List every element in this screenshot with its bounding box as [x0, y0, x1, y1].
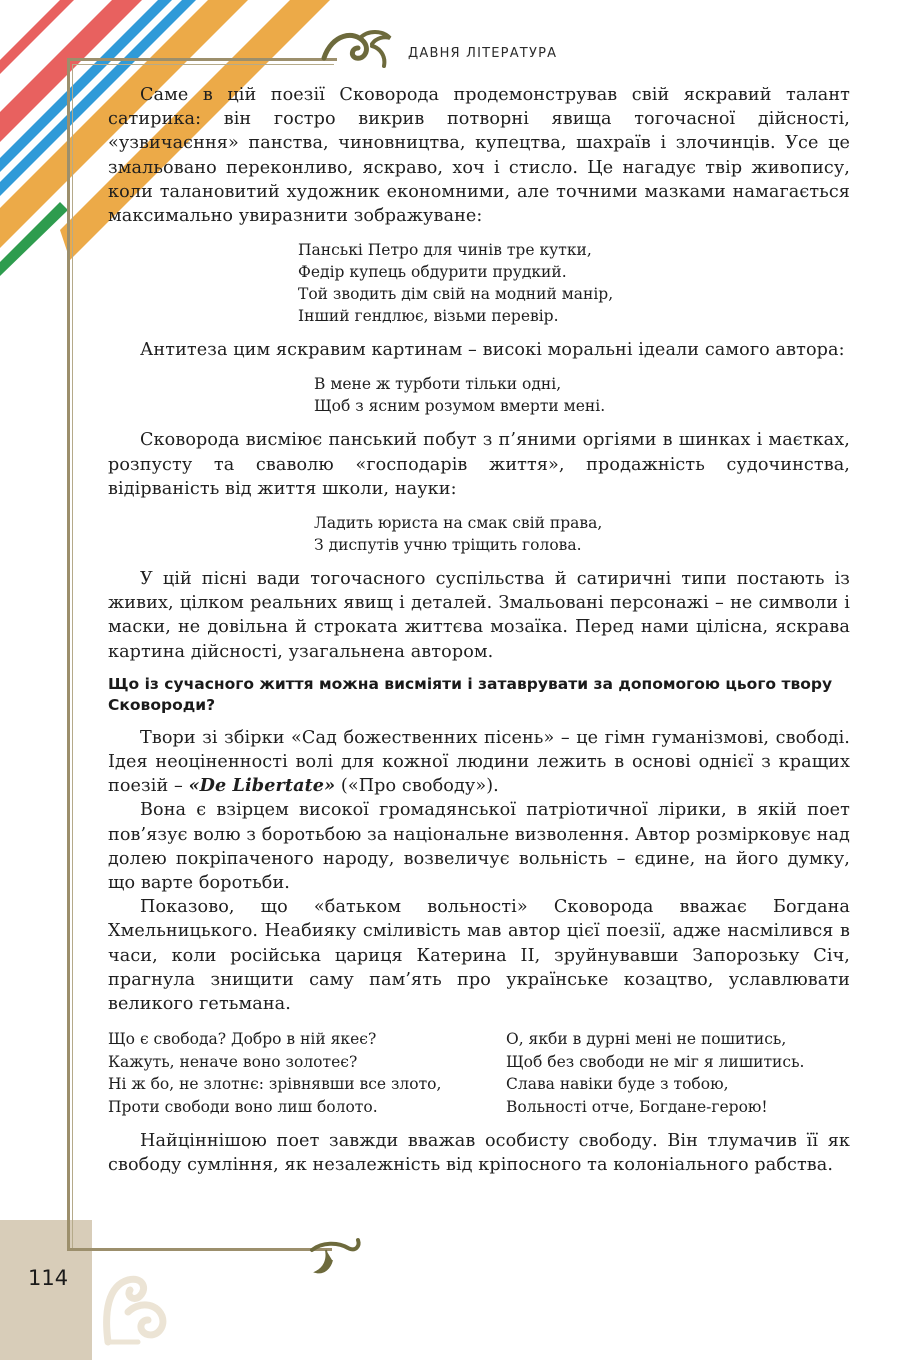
poem-line: Ні ж бо, не злотнє: зрівнявши все злото,: [108, 1075, 442, 1094]
page-number: 114: [28, 1266, 69, 1290]
poem-column-right: [506, 1028, 804, 1118]
paragraph-6: Вона є взірцем високої громадянської патріотичної лірики, в якій поет пов’язує волю з боротьбою за національне визволення. Автор розмірковує над долею покріпаченого народу, возвеличує вольність – єдине, на його думку, що варте боротьби.: [108, 800, 850, 894]
paragraph-5-text-before: Твори зі збірки «Сад божественних пісень» – це гімн гуманізмові, свободі. Ідея неоціненності волі для кожної людини лежить в основі однієї з кращих поезій –: [108, 727, 850, 797]
poem-line: Що є свобода? Добро в ній якеє?: [108, 1030, 377, 1049]
poem-excerpt-1: [108, 239, 850, 327]
poem-excerpt-3: [108, 512, 850, 556]
section-header: ДАВНЯ ЛІТЕРАТУРА: [408, 46, 558, 61]
poem-excerpt-2: [108, 373, 850, 417]
flourish-ornament-top: [320, 28, 396, 72]
poem-column-left: [108, 1028, 506, 1118]
poem-line: Ладить юриста на смак свій права,: [314, 514, 603, 533]
paragraph-8: Найціннішою поет завжди вважав особисту свободу. Він тлумачив її як свободу сумління, як незалежність від кріпосного та колоніального рабства.: [108, 1130, 850, 1175]
poem-line: Інший гендлює, візьми перевір.: [298, 307, 559, 326]
poem-line: Слава навіки буде з тобою,: [506, 1075, 729, 1094]
margin-column: [0, 1220, 92, 1360]
poem-line: Щоб з ясним розумом вмерти мені.: [314, 397, 606, 416]
poem-title: «De Libertate»: [188, 775, 336, 797]
poem-line: Той зводить дім свій на модний манір,: [298, 285, 614, 304]
poem-line: Кажуть, неначе воно золотеє?: [108, 1052, 358, 1071]
poem-line: В мене ж турботи тільки одні,: [314, 375, 562, 394]
frame-left-line: [67, 60, 70, 1250]
poem-line: О, якби в дурні мені не пошитись,: [506, 1030, 787, 1049]
poem-line: Панські Петро для чинів тре кутки,: [298, 241, 592, 260]
frame-bottom-line: [67, 1248, 332, 1251]
paragraph-2: Антитеза цим яскравим картинам – високі моральні ідеали самого автора:: [140, 340, 845, 361]
poem-line: Вольності отче, Богдане-герою!: [506, 1098, 768, 1117]
paragraph-4: У цій пісні вади тогочасного суспільства й сатиричні типи постають із живих, цілком реальних явищ і деталей. Змальовані персонажі – не символи і маски, не довільна й строката життєва мозаїка. Перед нами цілісна, яскрава картина дійсності, узагальнена автором.: [108, 569, 850, 662]
main-content: [108, 83, 850, 1177]
paragraph-5-text-after: («Про свободу»).: [335, 776, 499, 797]
paragraph-5: [108, 726, 850, 799]
poem-line: Федір купець обдурити прудкий.: [298, 263, 567, 282]
paragraph-3: Сковорода висміює панський побут з п’яними оргіями в шинках і маєтках, розпусту та сваволю «господарів життя», продажність судочинства, відірваність від життя школи, науки:: [108, 430, 850, 499]
discussion-question: Що із сучасного життя можна висміяти і затаврувати за допомогою цього твору Сковороди?: [108, 674, 833, 714]
poem-line: З диспутів учню тріщить голова.: [314, 536, 582, 555]
frame-left-inner-line: [72, 64, 73, 1249]
frame-top-inner-line: [72, 64, 334, 65]
poem-line: Проти свободи воно лиш болото.: [108, 1098, 378, 1117]
paragraph-7: Показово, що «батьком вольності» Сковорода вважає Богдана Хмельницького. Неабияку сміливість мав автор цієї поезії, адже насмілився в часи, коли російська цариця Катерина II, зруйнувавши Запорозьку Січ, прагнула знищити саму пам’ять про українське козацтво, уславлювати великого гетьмана.: [108, 897, 850, 1015]
poem-line: Щоб без свободи не міг я лишитись.: [506, 1052, 805, 1071]
paragraph-1: Саме в цій поезії Сковорода продемонстрував свій яскравий талант сатирика: він гостро викрив потворні явища тогочасної дійсності, «узвичаєння» панства, чиновництва, купецтва, шахраїв і злочинців. Усе це змальовано переконливо, яскраво, хоч і стисло. Це нагадує твір живопису, коли талановитий художник економними, але точними мазками намагається максимально увиразнити зображуване:: [108, 85, 850, 227]
flourish-ornament-bottom: [308, 1236, 364, 1280]
frame-top-line: [67, 58, 337, 61]
flourish-ornament-corner: [98, 1272, 170, 1348]
poem-excerpt-4: [108, 1028, 850, 1118]
